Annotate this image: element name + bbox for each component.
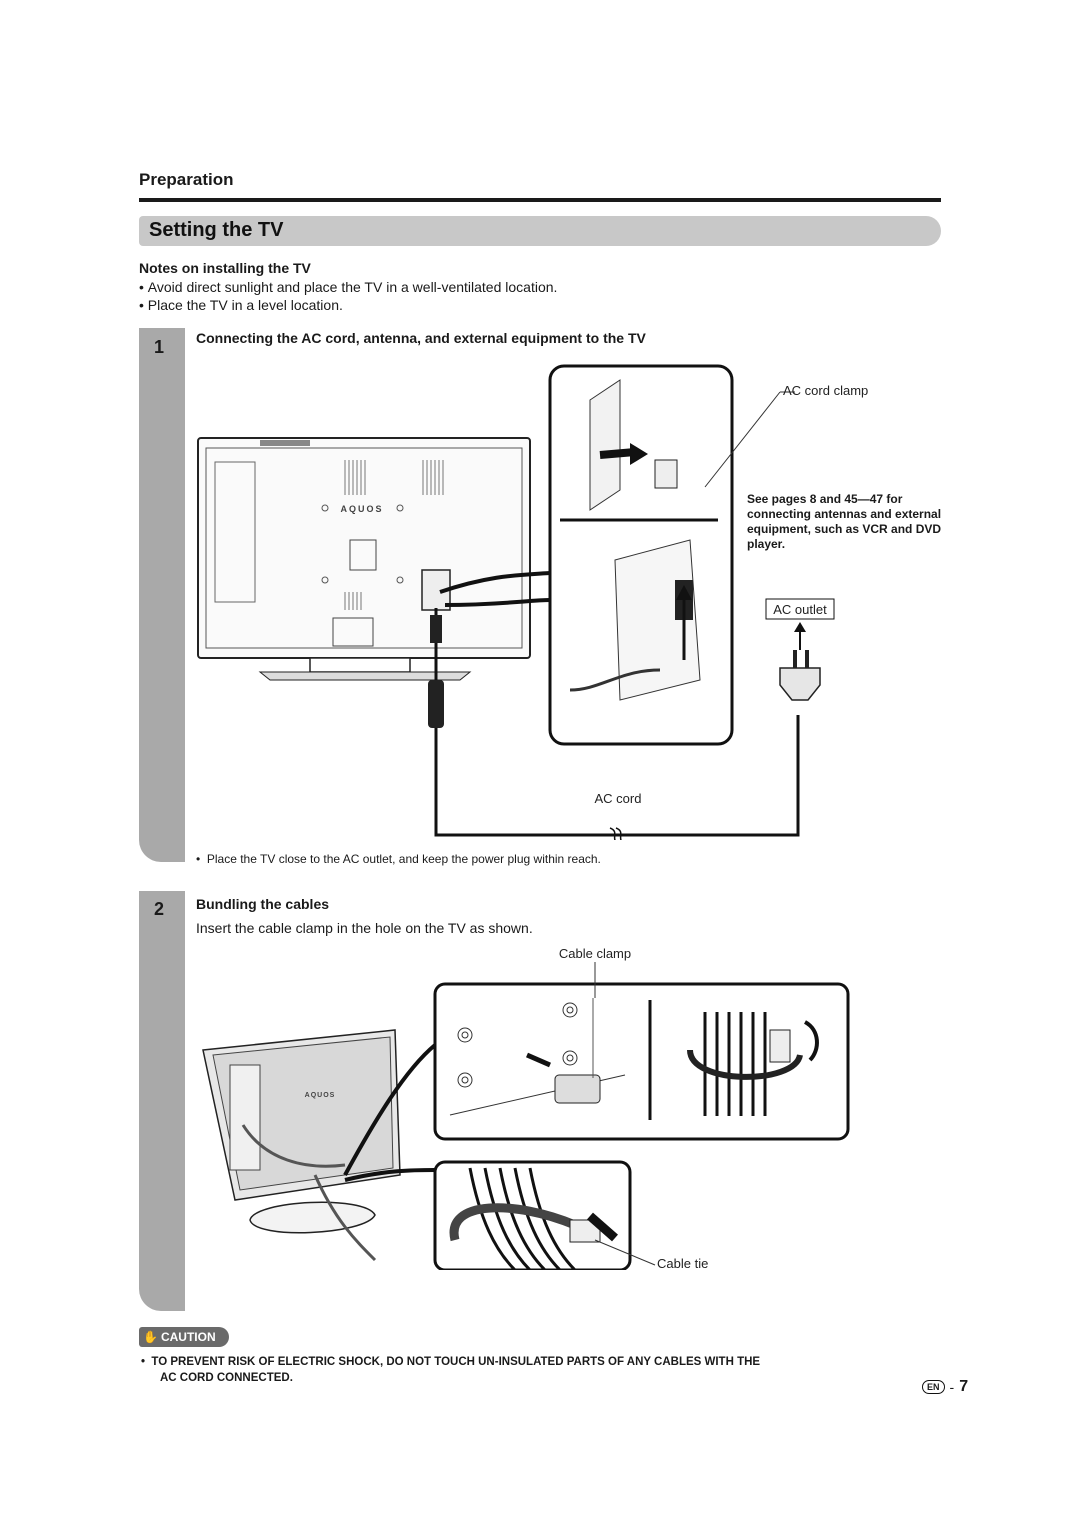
page-title: Setting the TV bbox=[149, 219, 284, 241]
page-footer bbox=[922, 1378, 968, 1396]
caution-line-1-text: TO PREVENT RISK OF ELECTRIC SHOCK, DO NOT TOUCH UN-INSULATED PARTS OF ANY CABLES WITH THE bbox=[151, 1356, 761, 1368]
page-number: 7 bbox=[959, 1378, 969, 1395]
step-2-number: 2 bbox=[154, 899, 165, 919]
tv-perspective-illustration bbox=[203, 1030, 400, 1260]
bullet-icon: • bbox=[141, 1356, 146, 1368]
step-1-note-text: Place the TV close to the AC outlet, and keep the power plug within reach. bbox=[206, 852, 601, 866]
notes-heading: Notes on installing the TV bbox=[139, 260, 311, 276]
step-1-note bbox=[196, 852, 601, 866]
step-2-bar bbox=[139, 891, 185, 1311]
bullet-icon: • bbox=[139, 297, 144, 313]
plug-on-tv bbox=[430, 615, 442, 643]
cable-bundling-diagram bbox=[195, 940, 860, 1270]
step-2-text: Insert the cable clamp in the hole on the TV as shown. bbox=[196, 920, 533, 936]
step-1-bar bbox=[139, 328, 185, 862]
caution-line-1 bbox=[141, 1354, 760, 1370]
step-2-heading: Bundling the cables bbox=[196, 896, 330, 912]
caution-badge bbox=[139, 1327, 229, 1347]
ferrite-core bbox=[428, 680, 444, 728]
cable-tie-label: Cable tie bbox=[657, 1256, 709, 1270]
ac-cord-clamp-label: AC cord clamp bbox=[783, 383, 869, 398]
title-bar bbox=[139, 216, 941, 246]
lang-badge: EN bbox=[922, 1380, 945, 1394]
cable-clamp-label: Cable clamp bbox=[558, 946, 632, 961]
notes-bullet-1-text: Avoid direct sunlight and place the TV in a well-ventilated location. bbox=[147, 279, 558, 295]
bullet-icon: • bbox=[139, 279, 144, 295]
notes-bullet-2-text: Place the TV in a level location. bbox=[147, 297, 343, 313]
section-label: Preparation bbox=[139, 170, 234, 189]
step-1-number: 1 bbox=[154, 337, 165, 357]
tv-rear-illustration bbox=[198, 438, 530, 680]
brand-logo-tv-2: AQUOS bbox=[304, 1092, 336, 1099]
hand-icon: ✋ bbox=[143, 1330, 158, 1344]
footer-separator: - bbox=[949, 1379, 955, 1395]
ac-outlet-label: AC outlet bbox=[773, 602, 827, 617]
ac-cord-label: AC cord bbox=[594, 791, 642, 806]
caution-line-2: AC CORD CONNECTED. bbox=[160, 1372, 293, 1384]
bullet-icon: • bbox=[196, 852, 201, 866]
caution-badge-text: CAUTION bbox=[160, 1330, 216, 1344]
section-rule bbox=[139, 198, 941, 202]
notes-bullet-2 bbox=[139, 297, 343, 313]
ac-connection-diagram bbox=[190, 360, 960, 840]
power-plug-illustration bbox=[780, 650, 820, 700]
brand-logo-tv: AQUOS bbox=[340, 504, 384, 514]
see-pages-callout: See pages 8 and 45—47 for connecting antennas and external equipment, such as VCR and DVD player. bbox=[747, 492, 942, 551]
notes-bullet-1 bbox=[139, 279, 557, 295]
step-1-heading: Connecting the AC cord, antenna, and external equipment to the TV bbox=[196, 330, 646, 346]
